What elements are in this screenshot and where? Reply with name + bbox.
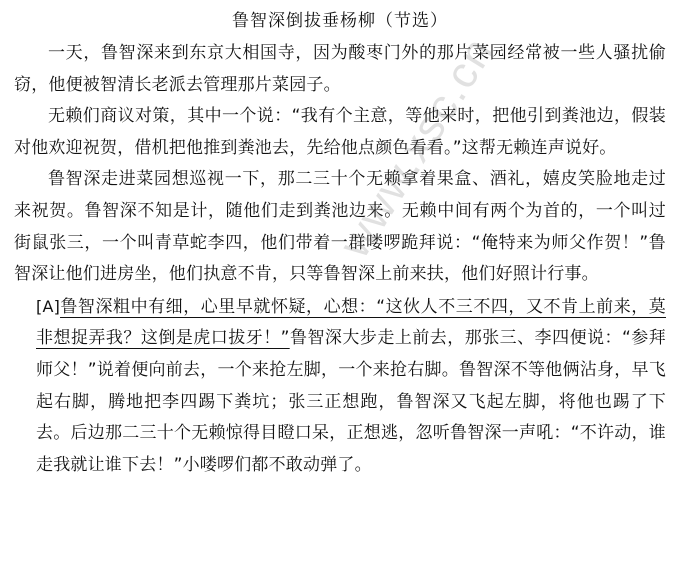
watermark-text: www.xsc.cn bbox=[330, 28, 504, 266]
document-title: 鲁智深倒拔垂杨柳（节选） bbox=[232, 11, 448, 31]
paragraph-2: 无赖们商议对策，其中一个说：“我有个主意，等他来时，把他引到粪池边，假装对他欢迎祝贺，借机把他推到粪池去，先给他点颜色看看。”这帮无赖连声说好。 bbox=[14, 106, 666, 158]
underlined-passage: 鲁智深粗中有细，心里早就怀疑，心想：“这伙人不三不四，又不肯上前来，莫非想捉弄我？这倒是虎口拔牙！” bbox=[36, 296, 666, 349]
paragraph-3: 鲁智深走进菜园想巡视一下，那二三十个无赖拿着果盒、酒礼，嬉皮笑脸地走过来祝贺。鲁智深不知是计，随他们走到粪池边来。无赖中间有两个为首的，一个叫过街鼠张三，一个叫青草蛇李四，他们带着一群喽啰跪拜说：“俺特来为师父作贺！”鲁智深让他们进房坐，他们执意不肯，只等鲁智深上前来扶，他们好照计行事。 bbox=[14, 169, 666, 285]
paragraph-4-rest: 鲁智深大步走上前去，那张三、李四便说：“参拜师父！”说着便向前去，一个来抢左脚，一个来抢右脚。鲁智深不等他俩沾身，早飞起右脚，腾地把李四踢下粪坑；张三正想跑，鲁智深又飞起左脚，将他也踢了下去。后边那二三十个无赖惊得目瞪口呆，正想逃，忽听鲁智深一声吼：“不许动，谁走我就让谁下去！”小喽啰们都不敢动弹了。 bbox=[36, 328, 666, 475]
paragraph-1: 一天，鲁智深来到东京大相国寺，因为酸枣门外的那片菜园经常被一些人骚扰偷窃，他便被智清长老派去管理那片菜园子。 bbox=[14, 43, 666, 95]
paragraph-4 bbox=[14, 291, 666, 482]
section-marker-a: [A] bbox=[36, 296, 61, 316]
